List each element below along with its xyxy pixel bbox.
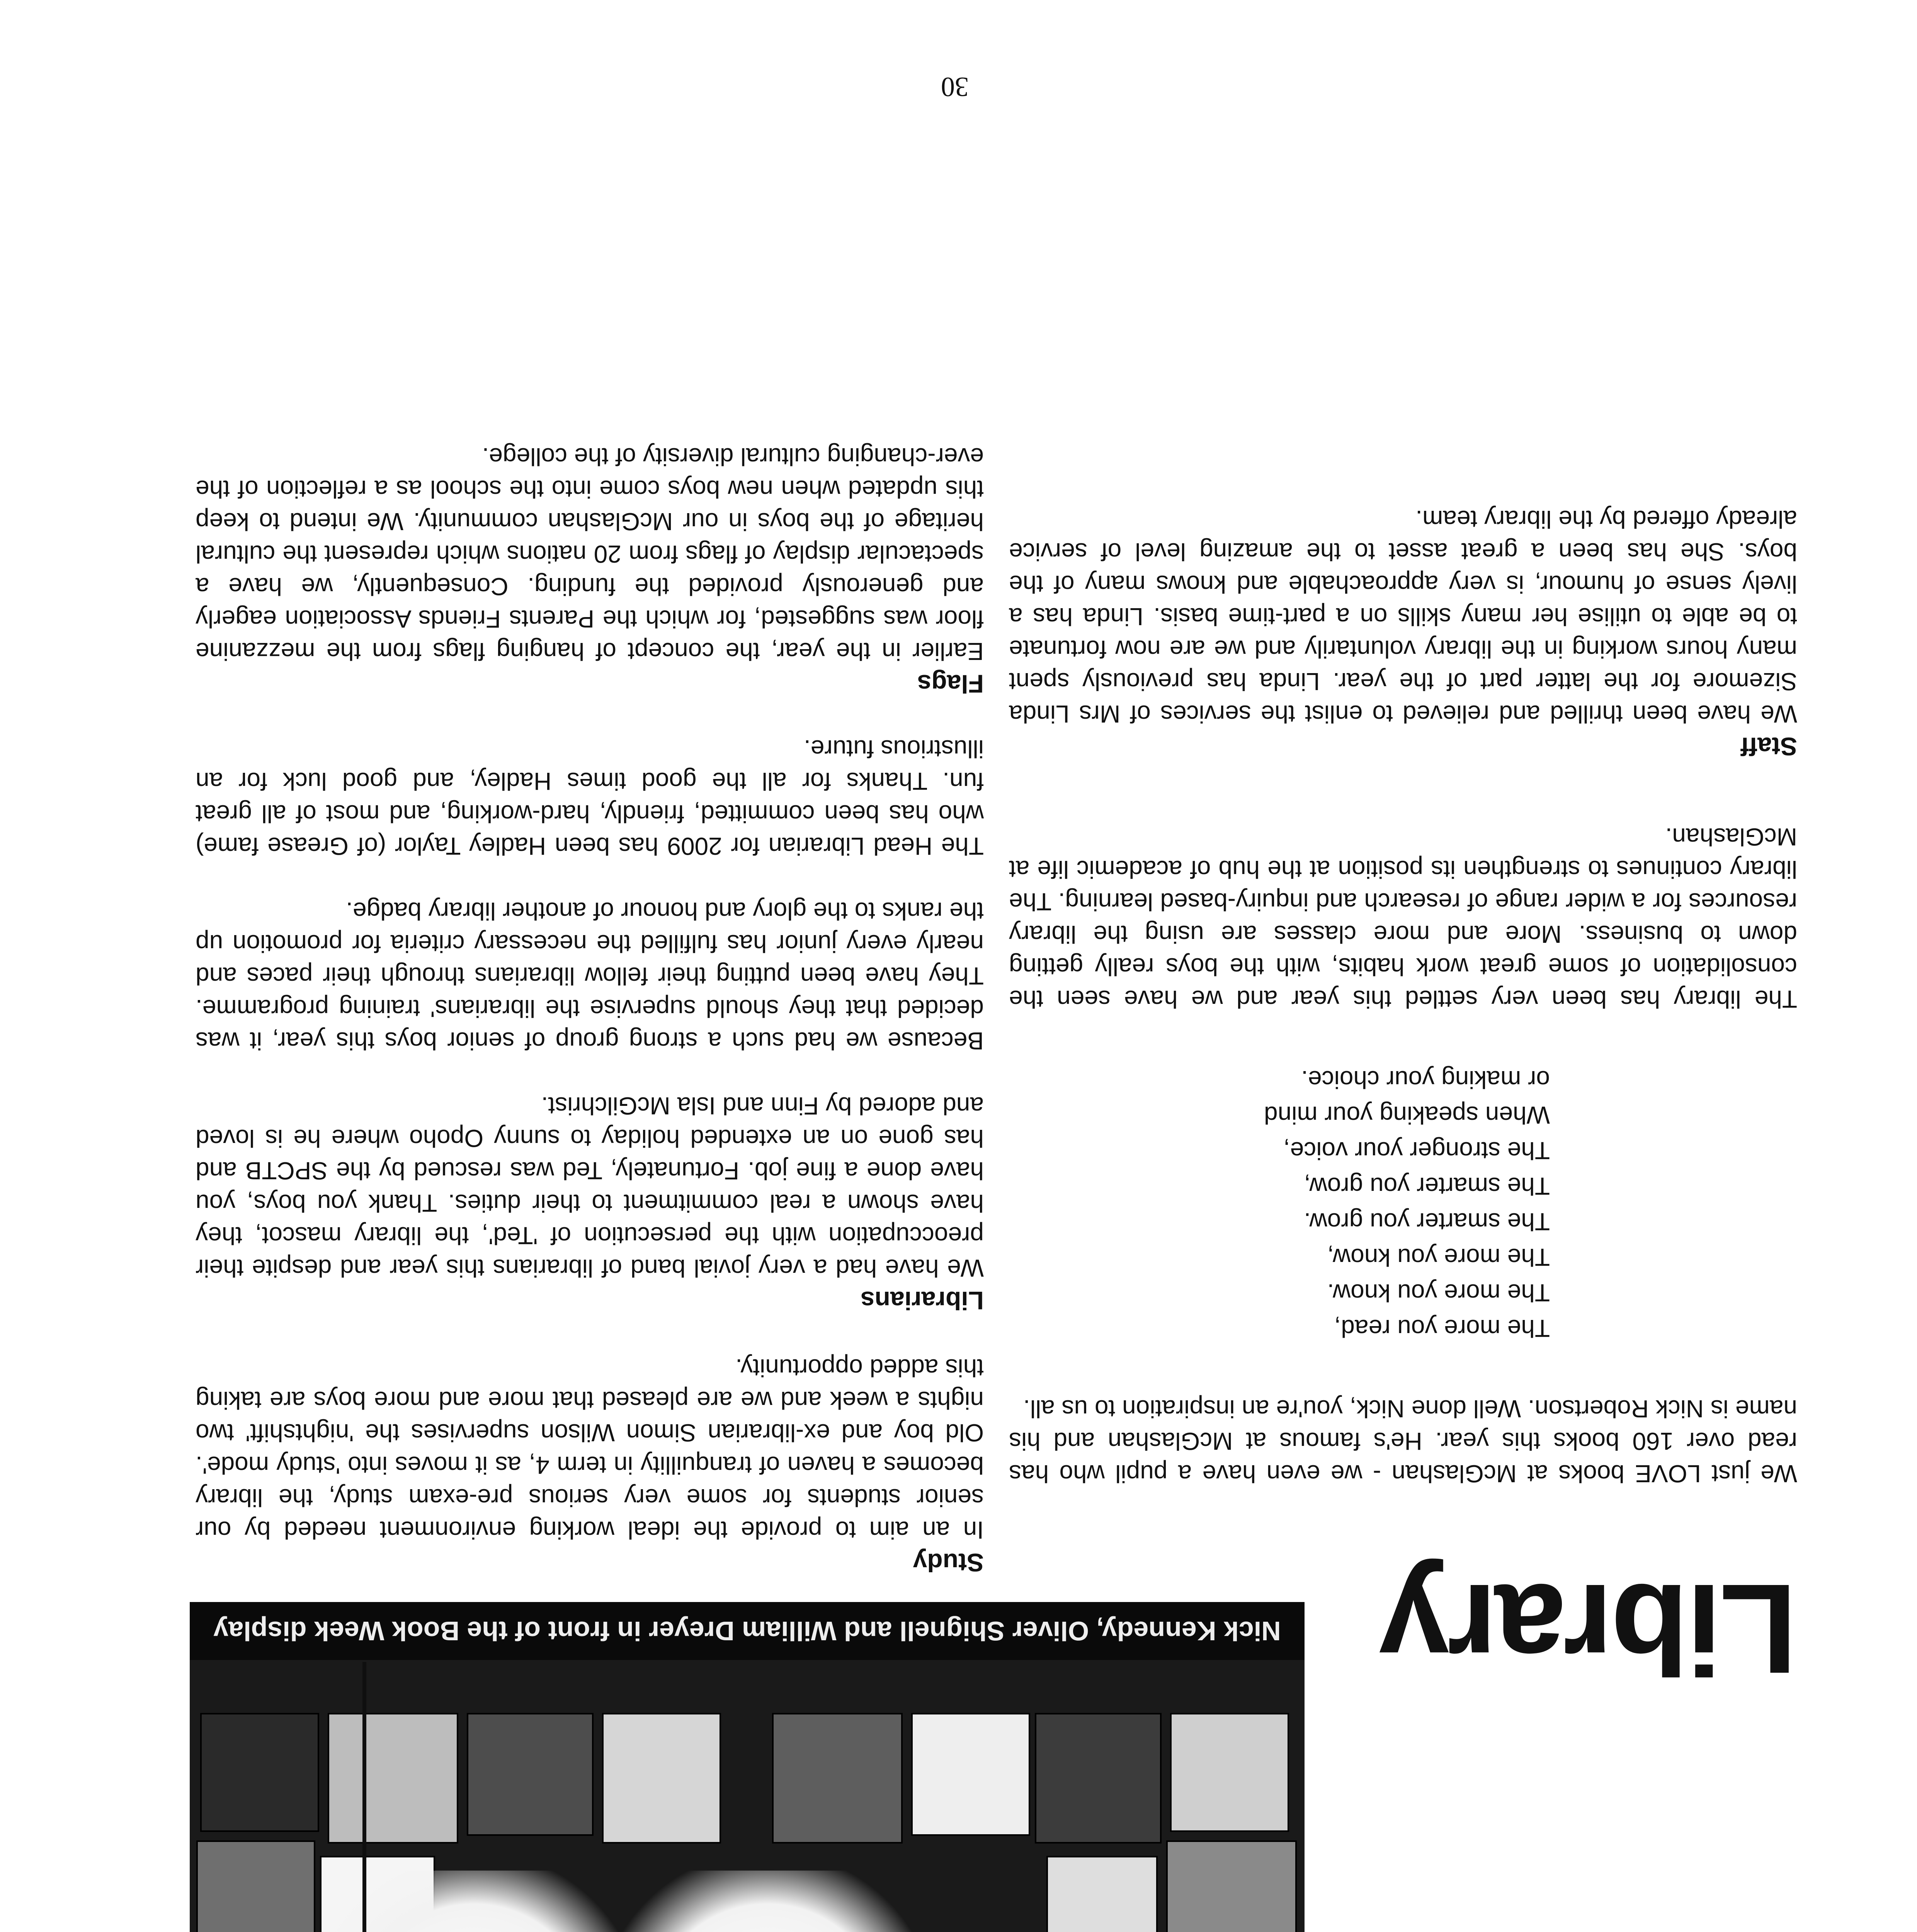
window-glare-left (617, 1871, 918, 1932)
study-heading: Study (913, 1548, 984, 1577)
poem-line: The more you know. (1327, 1279, 1550, 1307)
librarians-paragraph-3: The Head Librarian for 2009 has been Hadley Taylor (of Grease fame) who has been committed, friendly, hard-working, and most of all great fun. Thanks for all the good times Hadley, and good luck for an illustrious future. (196, 735, 984, 860)
poem-line: The smarter you grow. (1304, 1208, 1550, 1236)
staff-section (1009, 503, 1797, 763)
library-body: The library has been very settled this year and we have seen the consolidation of some great work habits, with the boys really getting down to business. More and more classes are using the library resources for a wider range of research and inquiry-based learning. The library continues to strengthen its position at the hub of academic life at McGlashan. (1009, 823, 1797, 1013)
staff-body: We have been thrilled and relieved to enlist the services of Mrs Linda Sizemore for the latter part of the year. Linda has previously spent many hours working in the library voluntarily and we are now fortunate to be able to utilise her many skills on a part-time basis. Linda has a lively sense of humour, is very approachable and knows many of the boys. She has been a great asset to the amazing level of service already offered by the library team. (1009, 505, 1797, 728)
poem-line: When speaking your mind (1264, 1101, 1550, 1129)
flags-heading: Flags (917, 670, 984, 698)
library-photo (190, 1602, 1305, 1932)
page-title: Library (1381, 1558, 1797, 1701)
poem (1009, 1062, 1550, 1346)
study-body: In an aim to provide the ideal working environment needed by our senior students for some very serious pre-exam study, the library becomes a haven of tranquillity in term 4, as it moves into 'study mode'. Old boy and ex-librarian Simon Wilson supervises the 'nightshift' two nights a week and we are pleased that more and more boys are taking this added opportunity. (196, 1354, 984, 1544)
poem-line: or making your choice. (1301, 1066, 1550, 1094)
right-column (1009, 503, 1797, 1490)
poem-line: The stronger your voice, (1283, 1137, 1550, 1165)
poem-line: The more you know, (1327, 1243, 1550, 1271)
librarians-paragraph-2: Because we had such a strong group of senior boys this year, it was decided that they should supervise the librarians' training programme. They have been putting their fellow librarians through their paces and nearly every junior has fulfilled the necessary criteria for promotion up the ranks to the glory and honour of another library badge. (196, 897, 984, 1055)
study-section (196, 1352, 984, 1579)
window-glare-right (323, 1871, 624, 1932)
flags-section (196, 440, 984, 700)
page-number: 30 (941, 71, 969, 102)
poem-line: The more you read, (1334, 1315, 1550, 1342)
librarians-heading: Librarians (860, 1286, 984, 1315)
photo-caption: Nick Kennedy, Oliver Shignell and William Dreyer in front of the Book Week display (190, 1602, 1305, 1660)
librarians-section (196, 733, 984, 1317)
door-frame (362, 1662, 366, 1932)
poem-line: The smarter you grow, (1304, 1172, 1550, 1200)
flags-body: Earlier in the year, the concept of hanging flags from the mezzanine floor was suggested, for which the Parents Friends Association eagerly and generously provided the funding. Consequently, we have a spectacular display of flags from 20 nations which represent the cultural heritage of the boys in our McGlashan community. We intend to keep this updated when new boys come into the school as a reflection of the ever-changing cultural diversity of the college. (196, 443, 984, 665)
left-column (196, 440, 984, 1579)
staff-heading: Staff (1740, 732, 1797, 761)
intro-paragraph: We just LOVE books at McGlashan - we even have a pupil who has read over 160 books this year. He's famous at McGlashan and his name is Nick Robertson. Well done Nick, you're an inspiration to us all. (1009, 1395, 1797, 1488)
librarians-paragraph-1: We have had a very jovial band of librarians this year and despite their preoccupation with the persecution of 'Ted', the library mascot, they have shown a real commitment to their duties. Thank you boys, you have done a fine job. Fortunately, Ted was rescued by the SPCTB and has gone on an extended holiday to sunny Opoho where he is loved and adored by Finn and Isla McGilchrist. (196, 1092, 984, 1282)
